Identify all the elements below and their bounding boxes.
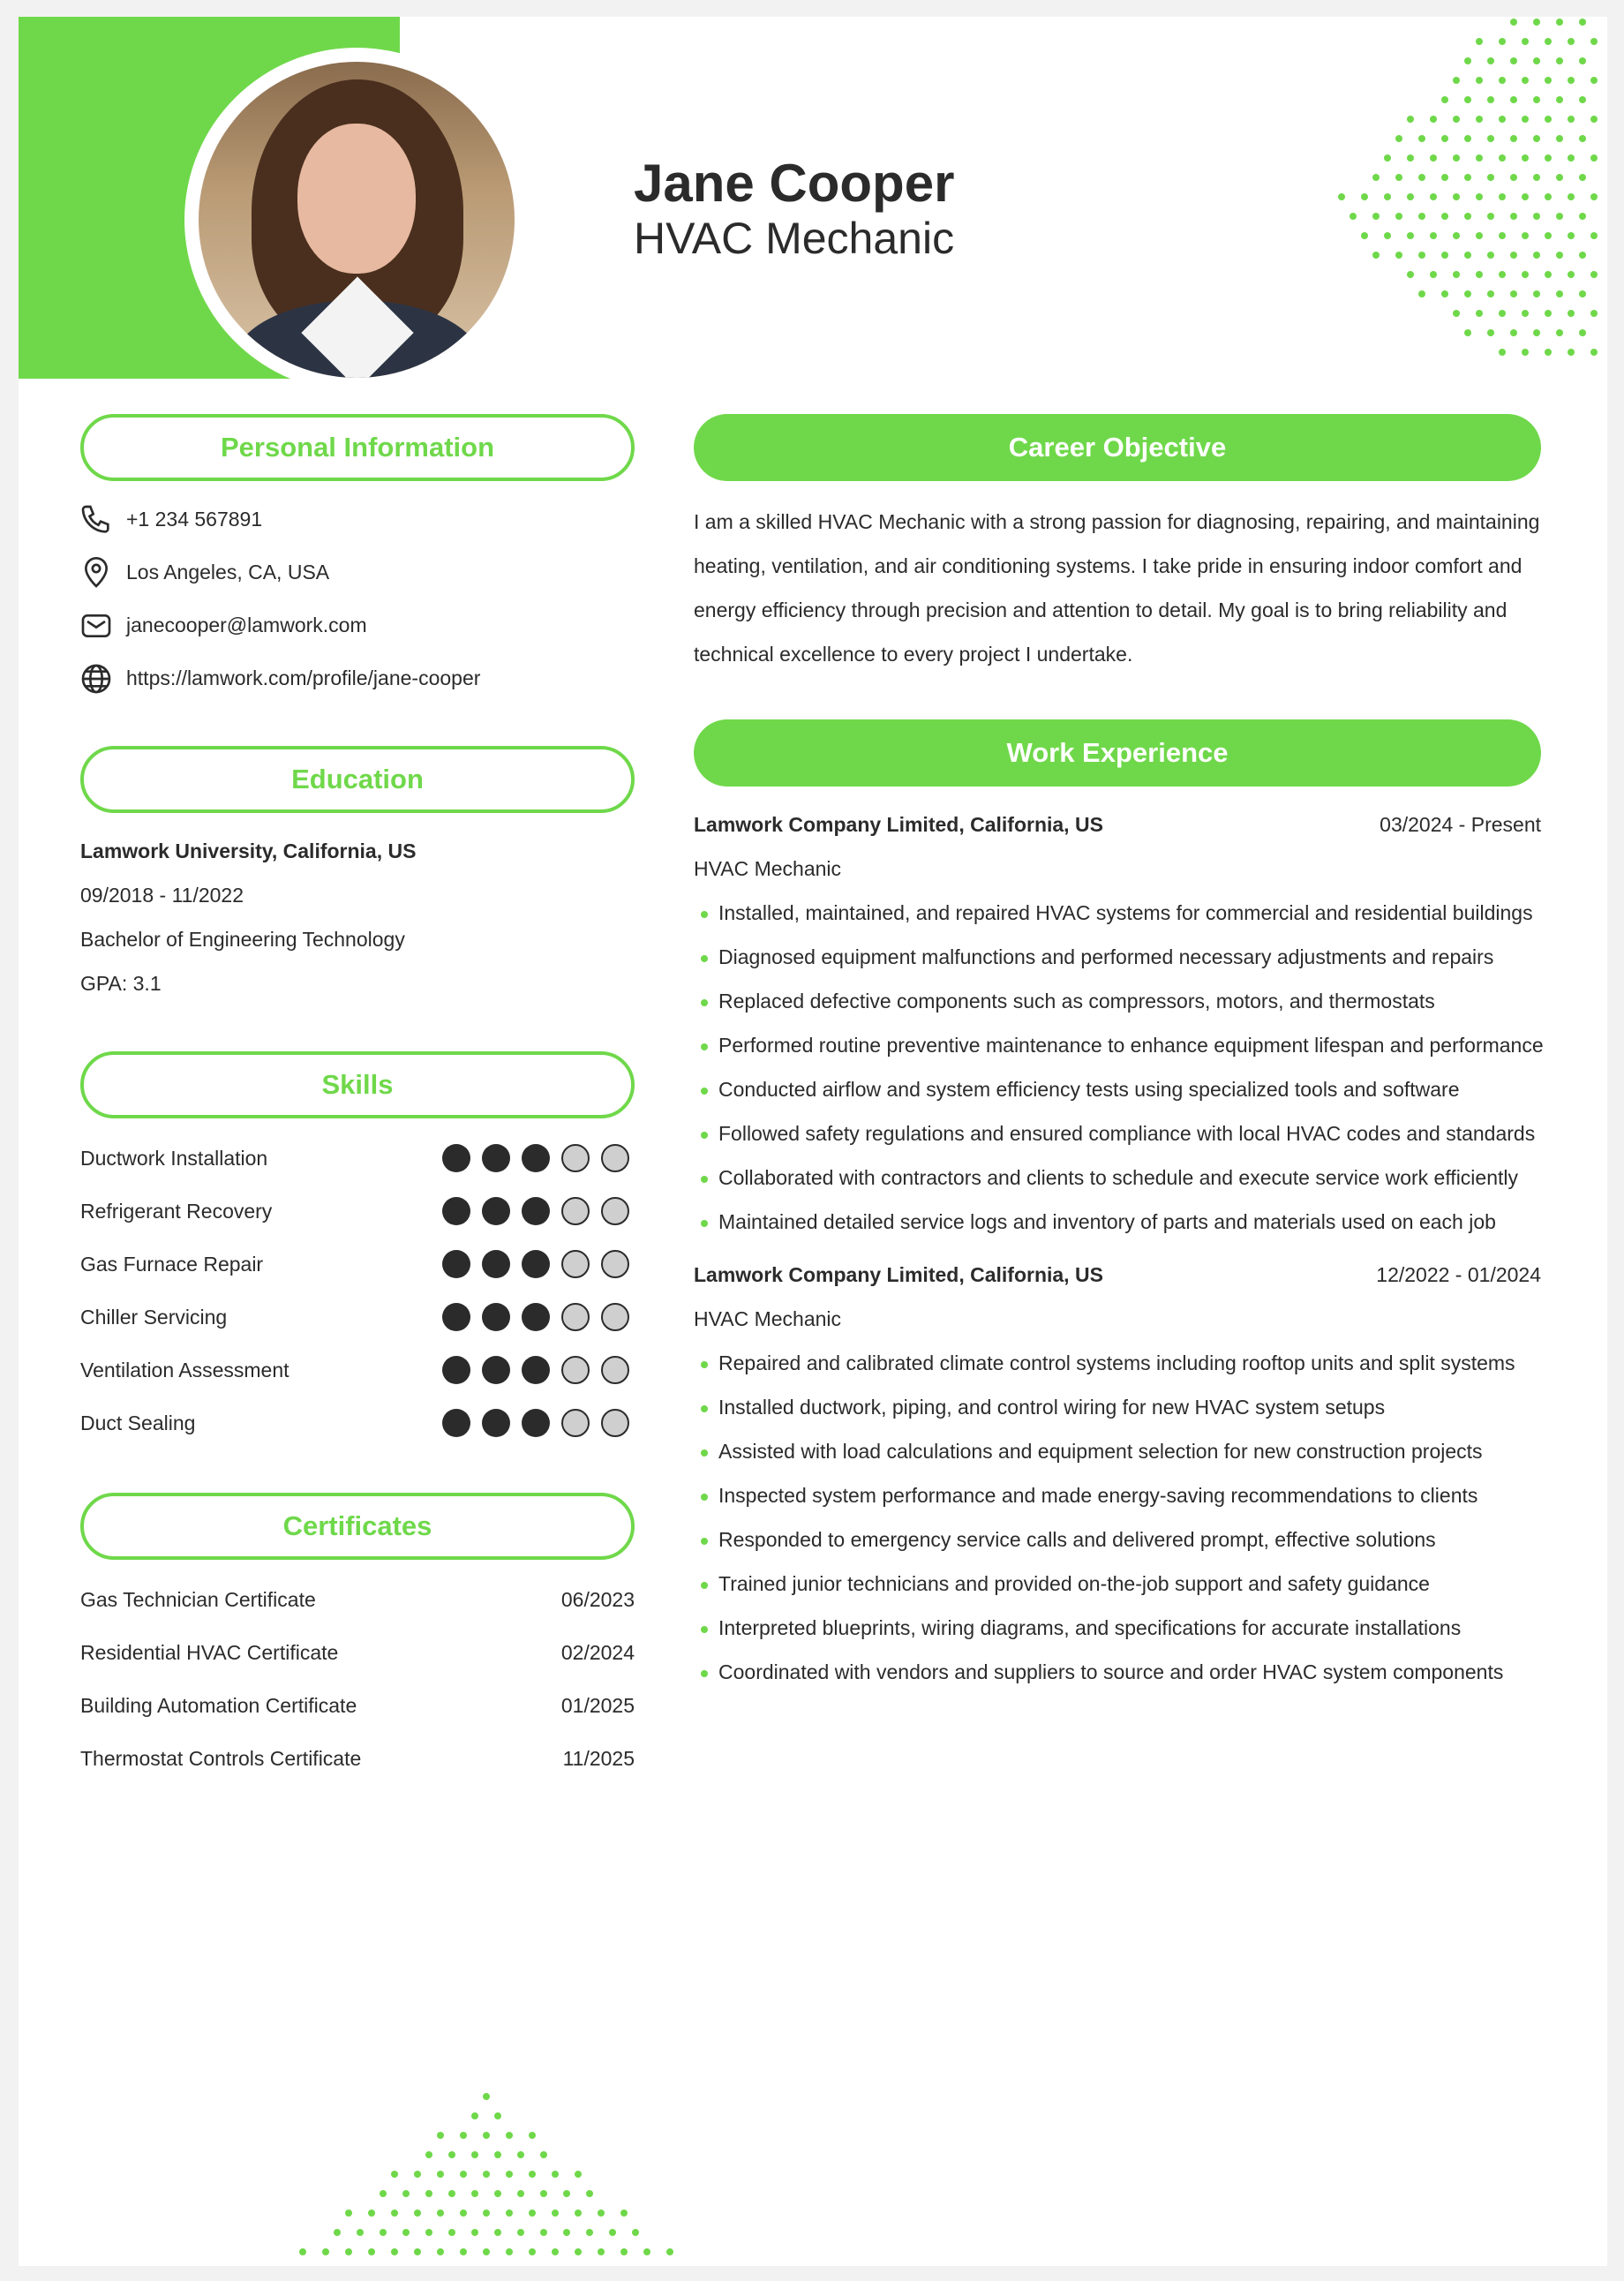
profile-photo (199, 62, 515, 378)
resume-page (19, 17, 1607, 2266)
skill-dot-filled (442, 1144, 470, 1172)
bullet-marker (701, 1405, 708, 1412)
job-bullet: Replaced defective components such as compressors, motors, and thermostats (718, 990, 1435, 1013)
skill-dot-empty (601, 1250, 629, 1278)
education-dates: 09/2018 - 11/2022 (80, 884, 244, 907)
skill-dot-filled (522, 1250, 550, 1278)
job-bullet: Assisted with load calculations and equipment selection for new construction projects (718, 1440, 1483, 1463)
skill-dot-empty (561, 1409, 590, 1437)
education-degree: Bachelor of Engineering Technology (80, 928, 405, 951)
skill-name: Chiller Servicing (80, 1306, 228, 1329)
certificate-name: Gas Technician Certificate (80, 1588, 316, 1611)
certificate-name: Building Automation Certificate (80, 1694, 357, 1717)
skill-name: Refrigerant Recovery (80, 1200, 273, 1223)
skill-dot-empty (561, 1144, 590, 1172)
skill-dot-filled (442, 1409, 470, 1437)
job-dates: 12/2022 - 01/2024 (1376, 1263, 1541, 1286)
skill-dot-filled (522, 1409, 550, 1437)
skill-dot-empty (601, 1144, 629, 1172)
education-gpa: GPA: 3.1 (80, 972, 162, 995)
job-dates: 03/2024 - Present (1380, 813, 1541, 836)
website-text: https://lamwork.com/profile/jane-cooper (126, 666, 481, 689)
email-text: janecooper@lamwork.com (126, 614, 367, 636)
job-bullet: Performed routine preventive maintenance to enhance equipment lifespan and performance (718, 1034, 1544, 1057)
globe-icon (79, 661, 114, 696)
skill-name: Duct Sealing (80, 1412, 196, 1434)
location-pin-icon (79, 555, 114, 591)
skill-dot-filled (482, 1144, 510, 1172)
skill-dot-empty (561, 1356, 590, 1384)
candidate-name: Jane Cooper (634, 154, 955, 213)
job-bullet: Inspected system performance and made energy-saving recommendations to clients (718, 1484, 1478, 1507)
bullet-marker (701, 1176, 708, 1183)
skill-dot-filled (442, 1250, 470, 1278)
skill-name: Ductwork Installation (80, 1147, 268, 1170)
decorative-dots-bottom (274, 2091, 698, 2266)
location-text: Los Angeles, CA, USA (126, 561, 330, 583)
job-role: HVAC Mechanic (694, 1307, 842, 1330)
phone-text: +1 234 567891 (126, 508, 263, 531)
job-bullet: Trained junior technicians and provided on-the-job support and safety guidance (718, 1572, 1430, 1595)
bullet-marker (701, 1088, 708, 1095)
bullet-marker (701, 1582, 708, 1589)
bullet-marker (701, 1538, 708, 1545)
career-objective-text: I am a skilled HVAC Mechanic with a strong passion for diagnosing, repairing, and maintaining heating, ventilation, and air conditioning systems. I take pride in ensuring indoor comfort and energy efficiency through precision and attention to detail. My goal is to bring reliability and technical excellence to every project I undertake. (694, 510, 1540, 666)
job-role: HVAC Mechanic (694, 857, 842, 880)
skill-name: Gas Furnace Repair (80, 1253, 264, 1276)
bullet-marker (701, 1626, 708, 1633)
skill-dot-filled (522, 1144, 550, 1172)
skill-dot-filled (482, 1303, 510, 1331)
job-company: Lamwork Company Limited, California, US (694, 1263, 1103, 1286)
decorative-dots-top (1325, 17, 1607, 365)
certificate-date: 02/2024 (560, 1641, 635, 1664)
certificate-date: 06/2023 (560, 1588, 635, 1611)
phone-icon (79, 502, 114, 538)
bullet-marker (701, 1361, 708, 1368)
certificate-name: Thermostat Controls Certificate (80, 1747, 362, 1770)
skills-heading: Skills (80, 1051, 635, 1118)
certificate-name: Residential HVAC Certificate (80, 1641, 339, 1664)
job-bullet: Responded to emergency service calls and delivered prompt, effective solutions (718, 1528, 1436, 1551)
job-company: Lamwork Company Limited, California, US (694, 813, 1103, 836)
candidate-title: HVAC Mechanic (634, 214, 955, 263)
personal-information-heading: Personal Information (80, 414, 635, 481)
skill-dot-filled (482, 1197, 510, 1225)
skill-dot-filled (442, 1356, 470, 1384)
skill-dot-filled (482, 1356, 510, 1384)
skill-dot-filled (442, 1197, 470, 1225)
job-bullet: Followed safety regulations and ensured compliance with local HVAC codes and standards (718, 1122, 1536, 1145)
bullet-marker (701, 1132, 708, 1139)
bullet-marker (701, 1670, 708, 1677)
skill-dot-empty (601, 1356, 629, 1384)
bullet-marker (701, 999, 708, 1006)
job-bullet: Installed ductwork, piping, and control wiring for new HVAC system setups (718, 1396, 1386, 1419)
skill-dot-filled (522, 1197, 550, 1225)
job-bullet: Collaborated with contractors and clients to schedule and execute service work efficiently (718, 1166, 1518, 1189)
bullet-marker (701, 911, 708, 918)
job-bullet: Maintained detailed service logs and inventory of parts and materials used on each job (718, 1210, 1496, 1233)
job-bullet: Repaired and calibrated climate control systems including rooftop units and split systems (718, 1351, 1515, 1374)
skill-dot-filled (482, 1409, 510, 1437)
skill-dot-empty (561, 1250, 590, 1278)
skill-dot-filled (482, 1250, 510, 1278)
work-experience-heading: Work Experience (694, 719, 1541, 787)
job-bullet: Interpreted blueprints, wiring diagrams, and specifications for accurate installations (718, 1616, 1462, 1639)
education-school: Lamwork University, California, US (80, 839, 417, 862)
job-bullet: Diagnosed equipment malfunctions and performed necessary adjustments and repairs (718, 945, 1494, 968)
certificate-date: 11/2025 (562, 1747, 635, 1770)
job-bullet: Conducted airflow and system efficiency tests using specialized tools and software (718, 1078, 1460, 1101)
skill-dot-filled (522, 1303, 550, 1331)
skill-dot-empty (601, 1303, 629, 1331)
skill-dot-filled (442, 1303, 470, 1331)
certificates-heading: Certificates (80, 1493, 635, 1560)
education-heading: Education (80, 746, 635, 813)
career-objective-heading: Career Objective (694, 414, 1541, 481)
email-icon (79, 608, 114, 644)
skill-dot-empty (561, 1303, 590, 1331)
bullet-marker (701, 1043, 708, 1050)
bullet-marker (701, 1494, 708, 1501)
job-bullet: Installed, maintained, and repaired HVAC systems for commercial and residential buildings (718, 901, 1533, 924)
skill-name: Ventilation Assessment (80, 1359, 289, 1381)
job-bullet: Coordinated with vendors and suppliers to source and order HVAC system components (718, 1660, 1504, 1683)
bullet-marker (701, 955, 708, 962)
skill-dot-empty (601, 1197, 629, 1225)
bullet-marker (701, 1449, 708, 1457)
skill-dot-empty (601, 1409, 629, 1437)
certificate-date: 01/2025 (560, 1694, 635, 1717)
skill-dot-empty (561, 1197, 590, 1225)
skill-dot-filled (522, 1356, 550, 1384)
bullet-marker (701, 1220, 708, 1227)
